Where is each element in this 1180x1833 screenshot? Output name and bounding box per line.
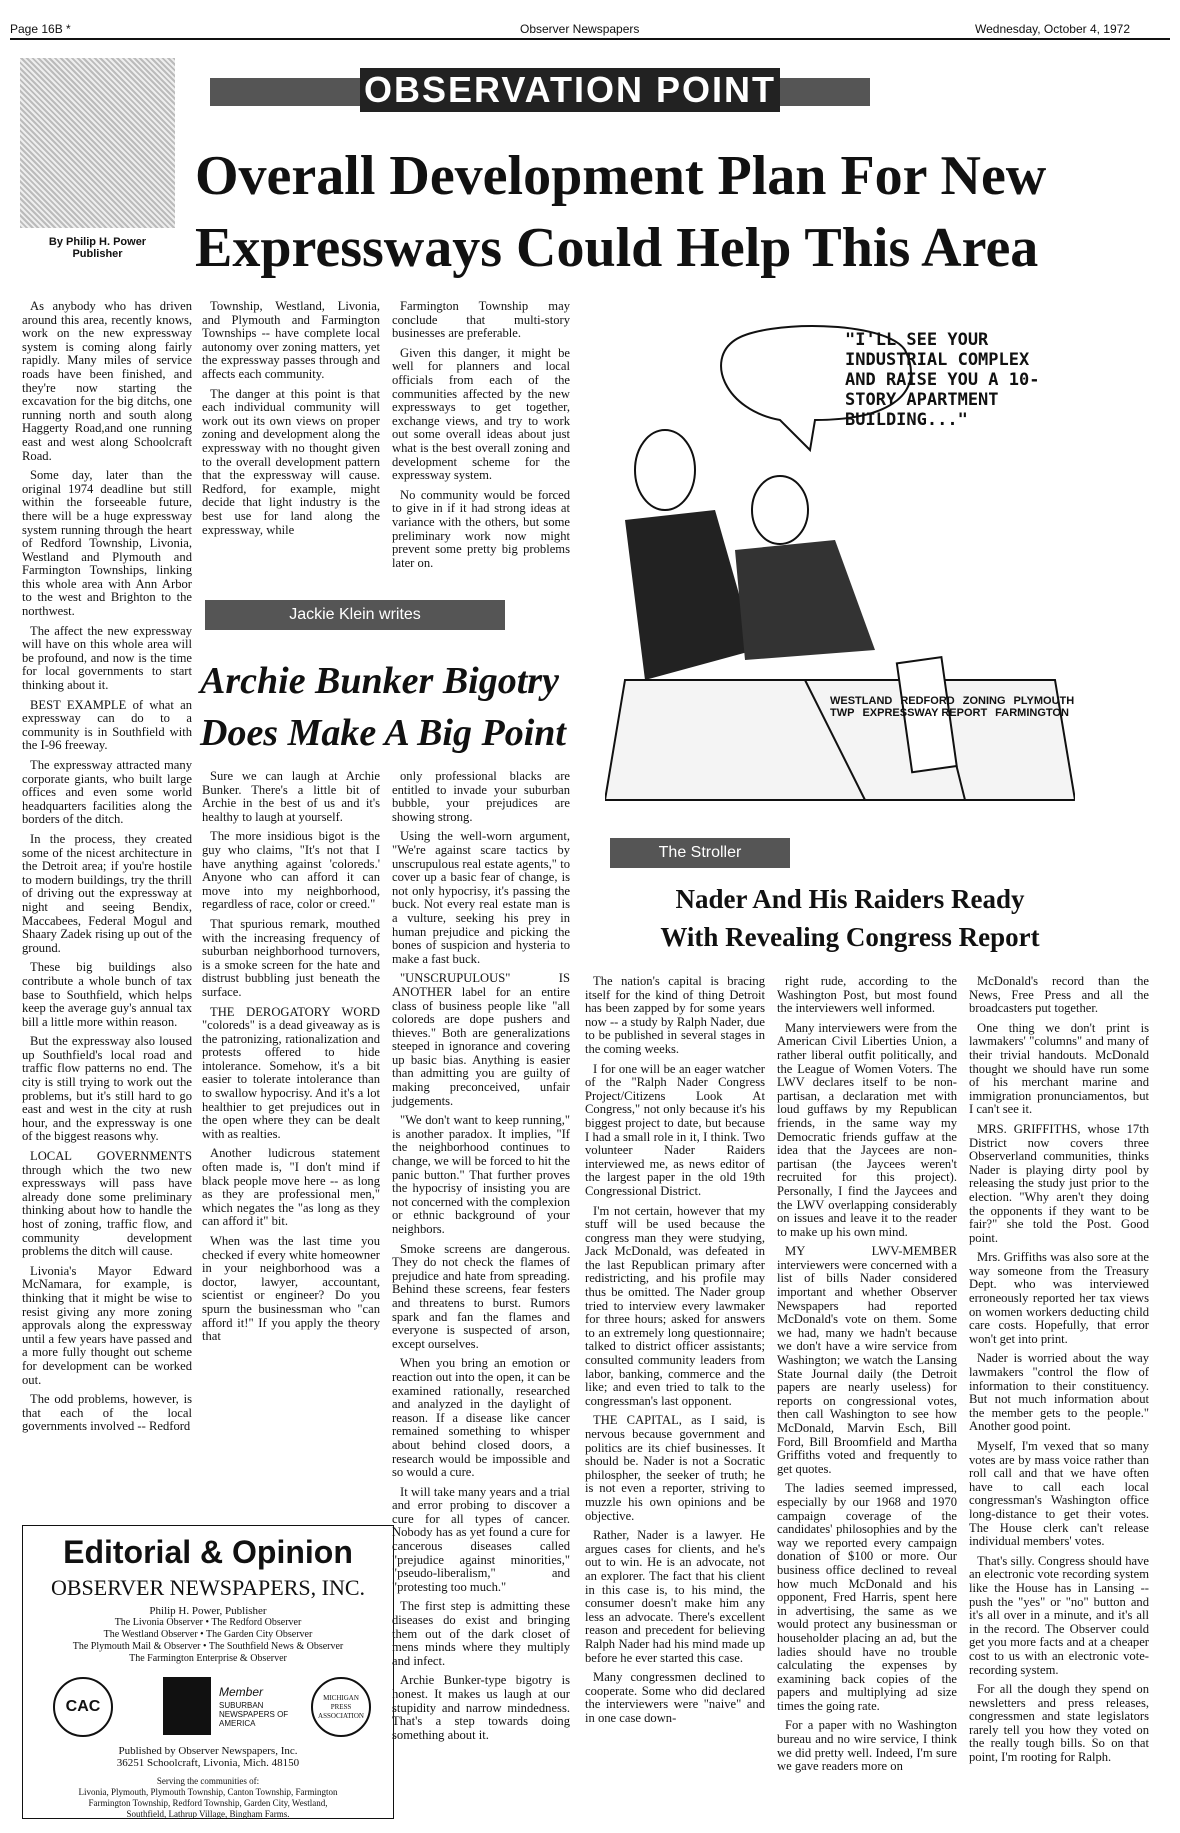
archie-column-2 [392,770,570,1748]
paper-name-line: The Plymouth Mail & Observer • The Southfield News & Observer [72,1641,344,1652]
archie-paragraph: When was the last time you checked if every white homeowner in your neighborhood was a doctor, lawyer, accountant, scientist or engineer? Do you spurn the businessman who "can afford it!" If you apply the theory that [202,1234,380,1344]
nader-paragraph: MY LWV-MEMBER interviewers were concerned with a list of bills Nader considered important and whether Observer Newspapers had reported McDonald's vote on them. Some we had, many we hadn't because we don't have a wire service from Washington; we watch the Lansing State Journal daily (the Detroit papers are nearly useless) for reports on congressional votes, then call Washington to see how McDonald, Marvin Esch, Bill Ford, Bill Broomfield and Martha Griffiths voted and frequently to get quotes. [777,1244,957,1476]
article-paragraph: Given this danger, it might be well for planners and local officials from each of the communities affected by the new expressways to get together, exchange views, and try to work out some overall ideas about just what is the best overall zoning and development scheme for the expressway system. [392,345,570,483]
archie-paragraph: Sure we can laugh at Archie Bunker. There's a little bit of Archie in the best of us and it's healthy to laugh at yourself. [202,769,380,824]
archie-paragraph: The first step is admitting these diseases do exist and bringing them out of the dark closet of mens minds where they multiply and infect. [392,1599,570,1668]
nader-paragraph: Many interviewers were from the American Civil Liberties Union, a rather liberal outfit politically, and the League of Women Voters. The LWV declares itself to be non-partisan, a declaration met with loud guffaws by my Republican friends, in the same way my Democratic friends guffaw at the idea that the Jaycees are non-partisan (the Jaycees weren't recruited for this project). Personally, I find the Jaycees and the LWV overlapping considerably on issues and leave it to the reader to make up his own mind. [777,1020,957,1239]
article-column-2 [202,300,380,543]
page-number: Page 16B * [10,22,71,36]
sna-logo [163,1677,211,1735]
nader-column-1 [585,975,765,1731]
nader-paragraph: One thing we don't print is lawmakers' "columns" and many of their trivial handouts. McDonald thought we should have run some of his merchant marine and immigration pronunciamentos, but I can't see it. [969,1020,1149,1117]
article-column-3 [392,300,570,576]
nader-paragraph: For a paper with no Washington bureau and no wire service, I think we did pretty well. Indeed, I'm sure we gave readers more on [777,1718,957,1774]
editorial-box [22,1525,394,1819]
nader-kicker: The Stroller [610,838,790,868]
article-paragraph: Township, Westland, Livonia, and Plymouth and Farmington Townships -- have complete local autonomy over zoning matters, yet the expressway passes through and affects each community. [202,299,380,381]
archie-headline [200,655,600,759]
archie-paragraph: Smoke screens are dangerous. They do not check the flames of prejudice and hate from spreading. Behind these screens, fear festers and threatens to burst. Rumors spark and fan the flames and everyone is suspected of arson, except ourselves. [392,1241,570,1351]
archie-column-1 [202,770,380,1350]
member-org: SUBURBAN NEWSPAPERS OF AMERICA [219,1701,289,1728]
archie-paragraph: only professional blacks are entitled to invade your suburban bubble, your prejudices are showing strong. [392,769,570,824]
archie-paragraph: Another ludicrous statement often made is, "I don't mind if black people move here -- as long as they are professional men," which negates the "as long as they can afford it" bit. [202,1146,380,1229]
archie-paragraph: "UNSCRUPULOUS" IS ANOTHER label for an entire class of business people like "all coloreds are dope pushers and thieves." Both are generalizations steeped in ignorance and covering up basic bias. Anything is easier than admitting you are guilty of making preconceived, unfair judgements. [392,971,570,1108]
article-paragraph: Some day, later than the original 1974 deadline but still within the forseeable future, there will be a huge expressway system running through the heart of Redford Township, Livonia, Westland and Plymouth and Farmington Townships, linking this whole area with Ann Arbor to the west and Brighton to the northwest. [22,468,192,619]
serving-list [23,1787,393,1820]
company-name: OBSERVER NEWSPAPERS, INC. [50,1575,366,1600]
cartoon-label: REDFORD [900,695,955,707]
headline-line1: Overall Development Plan For New [195,145,1047,207]
article-column-1 [22,300,192,1440]
article-paragraph: These big buildings also contribute a whole bunch of tax base to Southfield, which helps keep the average guy's annual tax bill a little more within reason. [22,960,192,1029]
article-paragraph: No community would be forced to give in if it had strong ideas at variance with the others, but some preliminary work now might prevent some pretty big problems later on. [392,487,570,570]
cartoon-label: WESTLAND [830,695,893,707]
nader-column-3 [969,975,1149,1771]
cartoon-label: PLYMOUTH TWP [830,695,1075,719]
nader-paragraph: THE CAPITAL, as I said, is nervous because government and politics are its chief businesses. It should be. Nader is not a Socratic philospher, the seeker of truth; he is not even a reporter, striving to muzzle his own opinions and be objective. [585,1413,765,1523]
nader-paragraph: The nation's capital is bracing itself for the kind of thing Detroit has been zapped by for some years now -- a study by Ralph Nader, due to be published in several stages in the coming weeks. [585,974,765,1056]
address: 36251 Schoolcraft, Livonia, Mich. 48150 [116,1757,300,1769]
nader-headline-2: With Revealing Congress Report [660,922,1040,952]
nader-column-2 [777,975,957,1780]
paper-list [23,1617,393,1665]
paper-name-line: The Westland Observer • The Garden City Observer [103,1629,313,1640]
archie-headline-2: Does Make A Big Point [200,712,566,754]
nader-paragraph: Many congressmen declined to cooperate. Some who did declared the interviewers were "naive" and in one case down- [585,1670,765,1725]
published-by: Published by Observer Newspapers, Inc. [118,1745,298,1757]
column-banner: OBSERVATION POINT [360,68,780,112]
author-photo [20,58,175,228]
archie-paragraph: "We don't want to keep running," is another paradox. It implies, "If the neighborhood continues to change, we will be forced to hit the panic button." That further proves the hypocrisy of insisting you are not concerned with the complexion or ethnic background of your neighbors. [392,1113,570,1236]
serving-line: Farmington Township, Redford Township, Garden City, Westland, [88,1798,328,1808]
archie-paragraph: Using the well-worn argument, "We're against scare tactics by unscrupulous real estate agents," to cover up a basic fear of change, is not only hypocrisy, it's passing the buck. Not every real estate man is a vulture, seeking his prey in human prejudice and picking the bones of suspicion and hysteria to make a fast buck. [392,829,570,966]
nader-paragraph: Mrs. Griffiths was also sore at the way someone from the Treasury Dept. who was interviewed erroneously reported her tax views on women workers deducting child care costs. Hopefully, that error won't get into print. [969,1250,1149,1346]
archie-paragraph: THE DEROGATORY WORD "coloreds" is a dead giveaway as is the patronizing, rationalization and protests offered to hide intolerance. Somehow, it's a bit easier to tolerate intolerance than to swallow hypocrisy. And it's a lot healthier to get prejudices out in the open where they can be dealt with as realties. [202,1004,380,1141]
header-rule [10,38,1170,40]
nader-paragraph: right rude, according to the Washington Post, but most found the interviewers well informed. [777,974,957,1016]
byline-name: By Philip H. Power [48,236,147,248]
paper-name: Observer Newspapers [520,22,640,36]
article-paragraph: The affect the new expressway will have on this whole area will be profound, and now is the time for local governments to start thinking about it. [22,623,192,693]
nader-paragraph: The ladies seemed impressed, especially by our 1968 and 1970 campaign coverage of the candidates' philosophies and by the way we reported every campaign donation of $100 or more. Our business office declined to reveal how much McDonald and his opponent, Fred Harris, spent here in advertising, the same as we would protect any businessman or householder placing an ad, but the ladies should have no trouble calculating the expenses by examining back copies of the papers and multiplying ad size times the going rate. [777,1481,957,1713]
article-paragraph: Livonia's Mayor Edward McNamara, for example, is thinking that it might be wise to resist giving any more zoning approvals along the expressway until a few years have passed and a more fully thought out scheme for development can be worked out. [22,1263,192,1387]
article-paragraph: In the process, they created some of the nicest architecture in the Detroit area; if you're hostile to modern buildings, try the thrill of driving out the expressway at night and seeing Bendix, Maccabees, Federal Mogul and Shaary Zadek rising up out of the ground. [22,831,192,955]
publisher-line: Philip H. Power, Publisher [149,1605,267,1617]
member-label: Member [219,1685,264,1699]
archie-paragraph: That spurious remark, mouthed with the increasing frequency of suburban neighborhood turnovers, is a smoke screen for the hate and distrust bubbling just beneath the surface. [202,916,380,999]
article-paragraph: The odd problems, however, is that each of the local governments involved -- Redford [22,1392,192,1434]
article-paragraph: Farmington Township may conclude that multi-story businesses are preferable. [392,299,570,341]
byline-role: Publisher [72,248,123,260]
article-paragraph: The danger at this point is that each individual community will work out its own views on proper zoning and development along the expressway with no thought given to the overall development pattern that the expressway will cause. Redford, for example, might decide that light industry is the best use for land along the expressway, while [202,386,380,537]
article-paragraph: The expressway attracted many corporate giants, who built large offices and even some world headquarters facilities along the borders of the ditch. [22,758,192,827]
cac-seal: CAC [53,1677,113,1737]
article-paragraph: BEST EXAMPLE of what an expressway can do to a community is in Southfield with the I-96 freeway. [22,697,192,753]
archie-paragraph: The more insidious bigot is the guy who claims, "It's not that I have anything against 'coloreds.' Anyone who can afford it can move into my neighborhood, regardless of race, color or creed." [202,829,380,912]
archie-paragraph: When you bring an emotion or reaction out into the open, it can be examined rationally, researched and analyzed in the daylight of reason. If a disease like cancer remained something to whisper about behind closed doors, a research would be impossible and so would a cure. [392,1356,570,1480]
nader-paragraph: MRS. GRIFFITHS, whose 17th District now covers three Observerland communities, thinks Nader is playing dirty pool by releasing the study just prior to the election. "Why aren't they doing the opponents if they want to be fair?" she told the Post. Good point. [969,1121,1149,1245]
nader-paragraph: That's silly. Congress should have an electronic vote recording system like the House has in Lansing -- push the "yes" or "no" button and it's all over in a minute, and it's all in the record. The Observer could get you more facts and at a cheaper cost to us with an electronic vote-recording system. [969,1553,1149,1677]
main-headline [195,140,1155,284]
serving-line: Southfield, Lathrup Village, Bingham Farms. [126,1809,290,1819]
nader-paragraph: I'm not certain, however that my stuff will be used because the congress man they were studying, Jack McDonald, was defeated in the last Republican primary after redistricting, and his profile may thus be omitted. The Nader group tried to interview every lawmaker for three hours; asked for answers to an extremely long questionnaire; talked to district officer assistants; consulted community leaders from labor, banking, commerce and the like; and even tried to talk to the congressman's last opponent. [585,1203,765,1408]
archie-paragraph: It will take many years and a trial and error probing to discover a cure for all types of cancer. Nobody has as yet found a cure for cancerous diseases called "prejudice against minorities," "pseudo-liberalism," and "protesting too much." [392,1484,570,1594]
issue-date: Wednesday, October 4, 1972 [975,22,1130,36]
archie-paragraph: Archie Bunker-type bigotry is honest. It makes us laugh at our stupidity and narrow mindedness. That's a step towards doing something about it. [392,1673,570,1742]
paper-name-line: The Farmington Enterprise & Observer [129,1653,287,1664]
nader-paragraph: Rather, Nader is a lawyer. He argues cases for clients, and he's out to win. He is an advocate, not an explorer. The fact that his client in this case is, to his mind, the consumer doesn't make him any less an advocate. There's excellent reason and precedent for believing Ralph Nader had his mind made up before he ever started this case. [585,1528,765,1665]
cartoon-speech: "I'LL SEE YOUR INDUSTRIAL COMPLEX AND RAISE YOU A 10-STORY APARTMENT BUILDING..." [845,330,1040,430]
cartoon-label: EXPRESSWAY REPORT [862,707,988,719]
cartoon-labels [830,695,1080,719]
article-paragraph: But the expressway also loused up Southfield's local road and traffic flow patterns no end. The city is still trying to work out the problems, but it's still hard to go east and west in the city at rush hour, and the expressway is one of the biggest reasons why. [22,1034,192,1144]
article-paragraph: As anybody who has driven around this area, recently knows, work on the new expressway system is coming along fairly rapidly. Many miles of service roads have been finished, and they're now starting the excavation for the big ditchs, one running north and south along Haggerty Road,and one running east and west along Schoolcraft Road. [22,299,192,463]
archie-headline-1: Archie Bunker Bigotry [200,660,559,702]
paper-name-line: The Livonia Observer • The Redford Observer [114,1617,302,1628]
serving-line: Livonia, Plymouth, Plymouth Township, Canton Township, Farmington [78,1787,338,1797]
serving-title: Serving the communities of: [156,1776,260,1786]
cartoon-label: FARMINGTON [995,707,1069,719]
editorial-title: Editorial & Opinion [63,1534,353,1570]
archie-kicker: Jackie Klein writes [205,600,505,630]
nader-headline [600,880,1100,956]
nader-paragraph: For all the dough they spend on newsletters and press releases, congressmen and state legislators rarely tell you how they voted on the really tough bills. So on that point, I'm rooting for Ralph. [969,1682,1149,1765]
nader-headline-1: Nader And His Raiders Ready [675,884,1025,914]
nader-paragraph: Myself, I'm vexed that so many votes are by mass voice rather than roll call and that we have often have to call each local congressman's Washington office long-distance to get their votes. The House clerk can't release individual members' votes. [969,1439,1149,1549]
headline-line2: Expressways Could Help This Area [195,217,1039,279]
nader-paragraph: McDonald's record than the News, Free Press and all the broadcasters put together. [969,974,1149,1016]
nader-paragraph: I for one will be an eager watcher of the "Ralph Nader Congress Project/Citizens Look At Congress," not only because it's his biggest project to date, but because I had a small role in it, I think. Two volunteer Nader Raiders interviewed me, as news editor of the largest paper in the old 19th Congressional District. [585,1061,765,1198]
article-paragraph: LOCAL GOVERNMENTS through which the two new expressways will pass have already done some preliminary thinking about how to handle the host of zoning, traffic flow, and community development problems the ditch will cause. [22,1149,192,1259]
nader-paragraph: Nader is worried about the way lawmakers "control the flow of information to their constituency. But not much information about the member gets to the people." Another good point. [969,1351,1149,1434]
cartoon-label: ZONING [962,695,1006,707]
michigan-press-seal: MICHIGAN PRESS ASSOCIATION [311,1677,371,1737]
